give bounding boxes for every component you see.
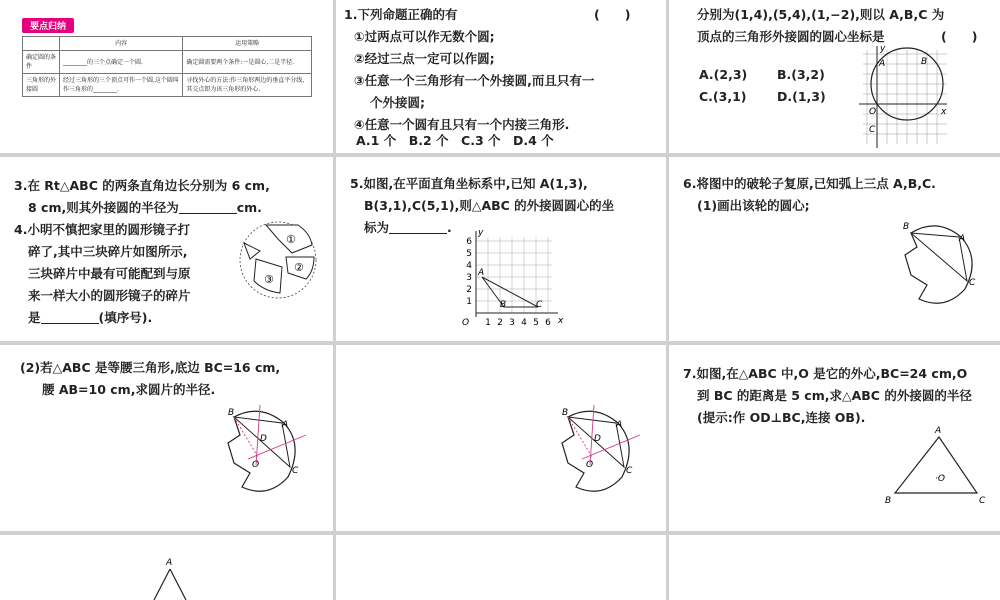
q2-opt-d: D.(1,3)	[777, 89, 826, 104]
q2-paren: ( )	[941, 29, 978, 44]
q5-line3: 标为 .	[364, 220, 452, 235]
q6b-line2: 腰 AB=10 cm,求圆片的半径.	[42, 382, 216, 397]
q6b-label-d: D	[260, 434, 267, 444]
q4-answer-blank[interactable]	[41, 309, 99, 324]
q5-xtick-3: 3	[509, 318, 515, 328]
q2-label-x: x	[941, 107, 947, 117]
q4-line2: 碎了,其中三块碎片如图所示,	[28, 244, 188, 259]
q4-line3: 三块碎片中最有可能配到与原	[28, 266, 191, 281]
panel-q6-part2	[0, 345, 333, 531]
q2-opt-c: C.(3,1)	[699, 89, 747, 104]
panel-q3-q4	[0, 157, 333, 341]
panel-q1	[336, 0, 666, 153]
q4-line5: 是 (填序号).	[28, 310, 153, 325]
panel-q5	[336, 157, 666, 341]
q1-item3-cont: 个外接圆;	[370, 95, 425, 110]
summary-row2-strategy: 寻找外心的方法:作三角形两边的垂直平分线,其交点即为该三角形的外心.	[183, 74, 312, 97]
panel-q6	[669, 157, 1000, 341]
q7-triangle-figure	[881, 425, 991, 505]
q2-label-o: O	[869, 107, 877, 117]
q7-line2: 到 BC 的距离是 5 cm,求△ABC 的外接圆的半径	[697, 388, 972, 403]
q5-answer-blank[interactable]	[389, 219, 447, 234]
panel-bottom-left	[0, 535, 333, 600]
q6-line1: 6.将图中的破轮子复原,已知弧上三点 A,B,C.	[683, 176, 936, 191]
q6b-wheel-figure	[220, 405, 310, 505]
summary-row1-strategy: 确定圆需要两个条件:一是圆心,二是半径.	[183, 51, 312, 74]
q5-label-b: B	[500, 300, 507, 310]
q7-label-b: B	[885, 496, 892, 506]
panel-q2	[669, 0, 1000, 153]
copy-label-d: D	[594, 434, 601, 444]
q5-ytick-3: 3	[466, 273, 472, 283]
copy-label-o: O	[586, 460, 594, 470]
q5-ytick-5: 5	[466, 249, 472, 259]
panel-figure-copy	[336, 345, 666, 531]
q1-stem: 1.下列命题正确的有	[344, 7, 458, 22]
q1-options: A.1 个 B.2 个 C.3 个 D.4 个	[356, 133, 554, 148]
q1-item4: ④任意一个圆有且只有一个内接三角形.	[354, 117, 570, 132]
q7-triangle-abc	[895, 437, 977, 493]
copy-label-a: A	[616, 420, 623, 430]
q6b-label-o: O	[252, 460, 260, 470]
q2-label-c: C	[869, 125, 876, 135]
q5-xtick-5: 5	[533, 318, 539, 328]
q2-line2: 顶点的三角形外接圆的圆心坐标是	[697, 29, 885, 44]
q3-line2: 8 cm,则其外接圆的半径为 cm.	[28, 200, 262, 215]
q5-label-x: x	[558, 316, 564, 326]
q3-answer-blank[interactable]	[179, 199, 237, 214]
q4-label-1: ①	[286, 233, 296, 246]
q7-line3: (提示:作 OD⊥BC,连接 OB).	[697, 410, 866, 425]
q6-line2: (1)画出该轮的圆心;	[697, 198, 810, 213]
q7-label-c: C	[979, 496, 986, 506]
q6-wheel-figure	[897, 215, 981, 311]
q4-mirror-figure	[236, 219, 320, 301]
q7-line1: 7.如图,在△ABC 中,O 是它的外心,BC=24 cm,O	[683, 366, 968, 381]
q6-label-c: C	[969, 278, 976, 288]
q5-line1: 5.如图,在平面直角坐标系中,已知 A(1,3),	[350, 176, 588, 191]
q2-grid-figure	[859, 44, 949, 148]
q7-label-a: A	[935, 426, 942, 436]
q5-label-y: y	[478, 228, 484, 238]
q6b-label-b: B	[228, 408, 235, 418]
copy-label-b: B	[562, 408, 569, 418]
q3-line1: 3.在 Rt△ABC 的两条直角边长分别为 6 cm,	[14, 178, 270, 193]
bottom-label-a: A	[166, 558, 173, 568]
q7-label-o: ·O	[935, 474, 945, 484]
panel-summary	[0, 0, 333, 153]
panel-q7	[669, 345, 1000, 531]
summary-row2-content: 经过三角形的三个顶点可作一个圆,这个圆叫作三角形的________.	[60, 74, 183, 97]
q5-xtick-4: 4	[521, 318, 527, 328]
q6-label-a: A	[959, 234, 966, 244]
q4-line4: 来一样大小的圆形镜子的碎片	[28, 288, 191, 303]
summary-header-strategy: 运用策略	[183, 37, 312, 51]
q4-label-2: ②	[294, 261, 304, 274]
summary-header-content: 内容	[60, 37, 183, 51]
summary-tag: 要点归纳	[22, 18, 74, 33]
q6b-label-c: C	[292, 466, 299, 476]
q2-line1: 分别为(1,4),(5,4),(1,−2),则以 A,B,C 为	[697, 7, 945, 22]
wheel-figure-copy	[554, 405, 644, 505]
summary-row1-name: 确定圆的条件	[23, 51, 60, 74]
bottom-triangle-figure	[140, 555, 200, 600]
q5-line2: B(3,1),C(5,1),则△ABC 的外接圆圆心的坐	[364, 198, 615, 213]
copy-label-c: C	[626, 466, 633, 476]
panel-bottom-middle	[336, 535, 666, 600]
q1-item1: ①过两点可以作无数个圆;	[354, 29, 495, 44]
q1-paren: ( )	[594, 7, 631, 22]
q4-label-3: ③	[264, 273, 274, 286]
q5-grid-figure	[454, 227, 564, 333]
summary-table	[22, 36, 312, 97]
q2-label-y: y	[880, 44, 886, 54]
summary-row1-content: ________的三个点确定一个圆.	[60, 51, 183, 74]
q2-label-b: B	[921, 57, 928, 67]
q5-ytick-2: 2	[466, 285, 472, 295]
q5-ytick-4: 4	[466, 261, 472, 271]
q5-ytick-6: 6	[466, 237, 472, 247]
q1-item3: ③任意一个三角形有一个外接圆,而且只有一	[354, 73, 595, 88]
q2-opt-a: A.(2,3)	[699, 67, 748, 82]
q5-label-a: A	[478, 268, 485, 278]
q6b-label-a: A	[282, 420, 289, 430]
q5-xtick-1: 1	[485, 318, 491, 328]
q1-item2: ②经过三点一定可以作圆;	[354, 51, 495, 66]
q5-label-c: C	[536, 300, 543, 310]
q5-xtick-6: 6	[545, 318, 551, 328]
q5-label-o: O	[462, 318, 470, 328]
q2-label-a: A	[879, 59, 886, 69]
panel-bottom-right	[669, 535, 1000, 600]
q5-xtick-2: 2	[497, 318, 503, 328]
summary-row2-name: 三角形的外接圆	[23, 74, 60, 97]
q2-opt-b: B.(3,2)	[777, 67, 825, 82]
q5-triangle-abc	[482, 277, 538, 307]
q6-label-b: B	[903, 222, 910, 232]
q4-line1: 4.小明不慎把家里的圆形镜子打	[14, 222, 190, 237]
q5-ytick-1: 1	[466, 297, 472, 307]
q6b-line1: (2)若△ABC 是等腰三角形,底边 BC=16 cm,	[20, 360, 281, 375]
